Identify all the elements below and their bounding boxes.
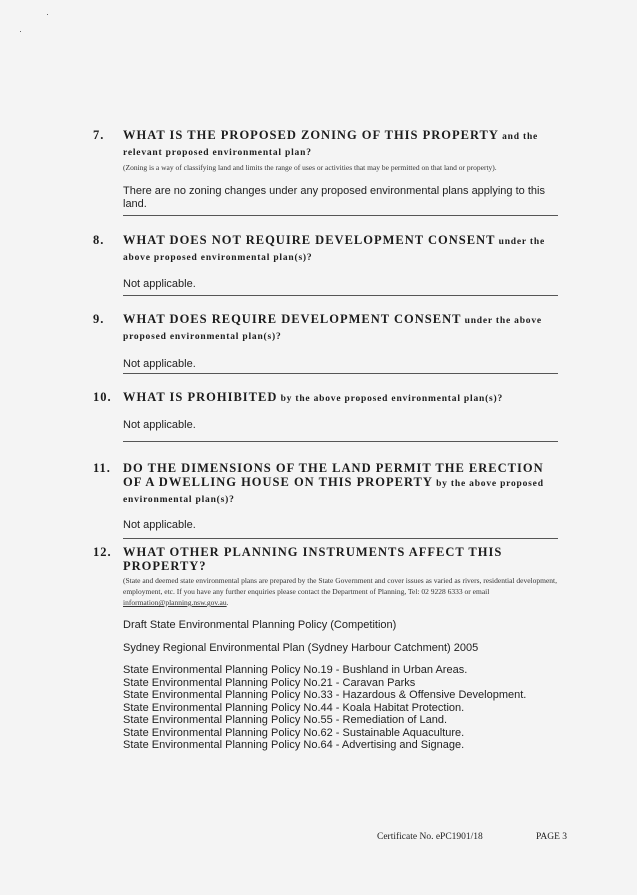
section-number: 9. — [93, 312, 105, 326]
section-11 — [93, 461, 558, 532]
list-item: State Environmental Planning Policy No.21 - Caravan Parks — [123, 676, 416, 689]
list-item: State Environmental Planning Policy No.64 - Advertising and Signage. — [123, 739, 465, 751]
heading-tail: by the above proposed environmental plan(s)? — [123, 479, 544, 505]
heading-tail: by the above proposed environmental plan(s)? — [277, 394, 504, 404]
section-answer: There are no zoning changes under any proposed environmental plans applying to this land. — [123, 185, 545, 210]
section-7 — [93, 128, 558, 211]
heading-main: WHAT DOES NOT REQUIRE DEVELOPMENT CONSENT — [123, 233, 496, 247]
divider — [93, 441, 558, 442]
section-answer: Not applicable. — [123, 519, 196, 531]
note-text: (State and deemed state environmental plans are prepared by the State Government and cover issues as varied as rivers, residential development, employment, etc. If you have any further enquiries please contact the Department of Planning, Tel: 02 9228 6333 or email — [123, 576, 558, 596]
planning-group-3 — [123, 664, 558, 752]
section-heading — [123, 312, 558, 344]
section-12 — [93, 545, 558, 752]
list-item: State Environmental Planning Policy No.55 - Remediation of Land. — [123, 714, 448, 726]
section-note — [123, 575, 558, 608]
heading-main: WHAT IS THE PROPOSED ZONING OF THIS PROPERTY — [123, 128, 499, 142]
section-answer: Not applicable. — [123, 278, 196, 290]
list-item: Draft State Environmental Planning Policy (Competition) — [123, 619, 397, 631]
heading-tail: under the above proposed environmental plan(s)? — [123, 237, 545, 263]
planning-group-2 — [123, 642, 558, 655]
divider — [93, 215, 558, 216]
section-answer: Not applicable. — [123, 358, 196, 370]
list-item: State Environmental Planning Policy No.62 - Sustainable Aquaculture. — [123, 726, 465, 739]
section-heading — [123, 128, 558, 160]
heading-main: DO THE DIMENSIONS OF THE LAND PERMIT THE ERECTION OF A DWELLING HOUSE ON THIS PROPERTY — [123, 461, 544, 489]
heading-tail: under the above proposed environmental plan(s)? — [123, 316, 542, 342]
section-8 — [93, 233, 558, 291]
scan-speck — [47, 14, 48, 15]
section-9 — [93, 312, 558, 371]
list-item: State Environmental Planning Policy No.33 - Hazardous & Offensive Development. — [123, 689, 527, 701]
divider — [93, 295, 558, 296]
section-heading — [123, 390, 558, 406]
section-heading — [123, 461, 558, 507]
section-number: 11. — [93, 461, 111, 475]
certificate-number: Certificate No. ePC1901/18 — [377, 832, 483, 842]
section-heading: WHAT OTHER PLANNING INSTRUMENTS AFFECT THIS PROPERTY? — [123, 545, 503, 573]
list-item: Sydney Regional Environmental Plan (Sydney Harbour Catchment) 2005 — [123, 641, 479, 654]
list-item: State Environmental Planning Policy No.44 - Koala Habitat Protection. — [123, 701, 465, 714]
divider — [93, 538, 558, 539]
section-note: (Zoning is a way of classifying land and limits the range of uses or activities that may be permitted on that land or property). — [123, 163, 497, 172]
section-number: 7. — [93, 128, 105, 142]
heading-tail: and the relevant proposed environmental plan? — [123, 132, 539, 158]
heading-main: WHAT DOES REQUIRE DEVELOPMENT CONSENT — [123, 312, 462, 326]
list-item: State Environmental Planning Policy No.19 - Bushland in Urban Areas. — [123, 664, 468, 676]
section-answer: Not applicable. — [123, 419, 196, 431]
section-10 — [93, 390, 558, 432]
heading-main: WHAT IS PROHIBITED — [123, 390, 278, 404]
scan-speck — [20, 31, 21, 32]
section-heading — [123, 233, 558, 265]
section-number: 8. — [93, 233, 105, 247]
page-number: PAGE 3 — [536, 832, 568, 842]
divider — [93, 373, 558, 374]
section-number: 12. — [93, 545, 112, 559]
note-end: . — [226, 598, 229, 607]
section-number: 10. — [93, 390, 112, 404]
planning-group-1 — [123, 619, 558, 632]
email-link[interactable]: information@planning.nsw.gov.au — [123, 598, 227, 607]
